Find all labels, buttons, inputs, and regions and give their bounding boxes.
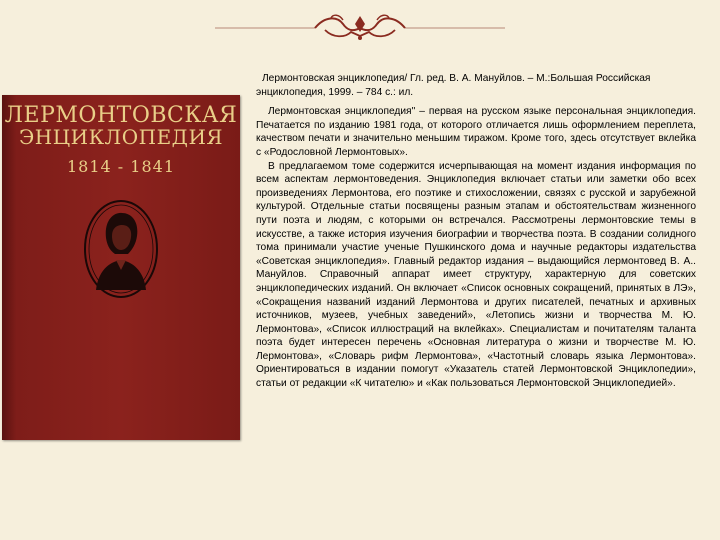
decorative-ornament-divider [215,10,505,44]
paragraph-description: В предлагаемом томе содержится исчерпывающая на момент издания информация по всем аспектам лермонтоведения. Энциклопедия включает статьи или заметки обо всех произведениях Лермонтова, его поэтике и стихосложении, связях с русской и зарубежной культурой. Отдельные статьи посвящены разным этапам и обстоятельствам жизненного пути поэта и людям, с которыми он встречался. Рассмотрены лермонтовские темы в искусстве, а также история изучения биографии и творчества поэта. В создании солидного тома принимали участие ученые Пушкинского дома и научные редакторы издательства «Советская энциклопедия». Главный редактор издания – выдающийся лермонтовед В. А.. Мануйлов. Справочный аппарат имеет структуру, характерную для советских энциклопедических изданий. Он включает «Список основных сокращений, принятых в ЛЭ», «Сокращения названий изданий Лермонтова и других писателей, печатных и архивных источников, музеев, учебных заведений», «Летопись жизни и творчества М. Ю. Лермонтова», «Список иллюстраций на вклейках». Специалистам и почитателям таланта поэта будет интересен перечень «Основная литература о жизни и творчестве М. Ю. Лермонтова», «Словарь рифм Лермонтова», «Частотный словарь языка Лермонтова». Ориентироваться в издании помогут «Указатель статей Лермонтовской Энциклопедии», статьи от редакции «К читателю» и «Как пользоваться Лермонтовской Энциклопедией». [256,160,696,390]
book-cover-image [2,95,240,440]
paragraph-intro: Лермонтовская энциклопедия" – первая на русском языке персональная энциклопедия. Печатается по изданию 1981 года, от которого отличается лишь оформлением переплета, качеством печати и значительно меньшим тиражом. Кроме того, здесь отсутствует вклейка с «Родословной Лермонтовых». [256,106,696,158]
article-text [256,72,696,391]
cover-years: 1814 - 1841 [66,157,175,176]
bibliographic-heading: Лермонтовская энциклопедия/ Гл. ред. В. А. Мануйлов. – М.:Большая Российская энциклопедия, 1999. – 784 с.: ил. [256,73,651,98]
cover-title-line2: ЭНЦИКЛОПЕДИЯ [18,125,224,149]
cover-title-line1: ЛЕРМОНТОВСКАЯ [4,103,238,128]
lermontov-portrait-medallion [82,198,160,300]
